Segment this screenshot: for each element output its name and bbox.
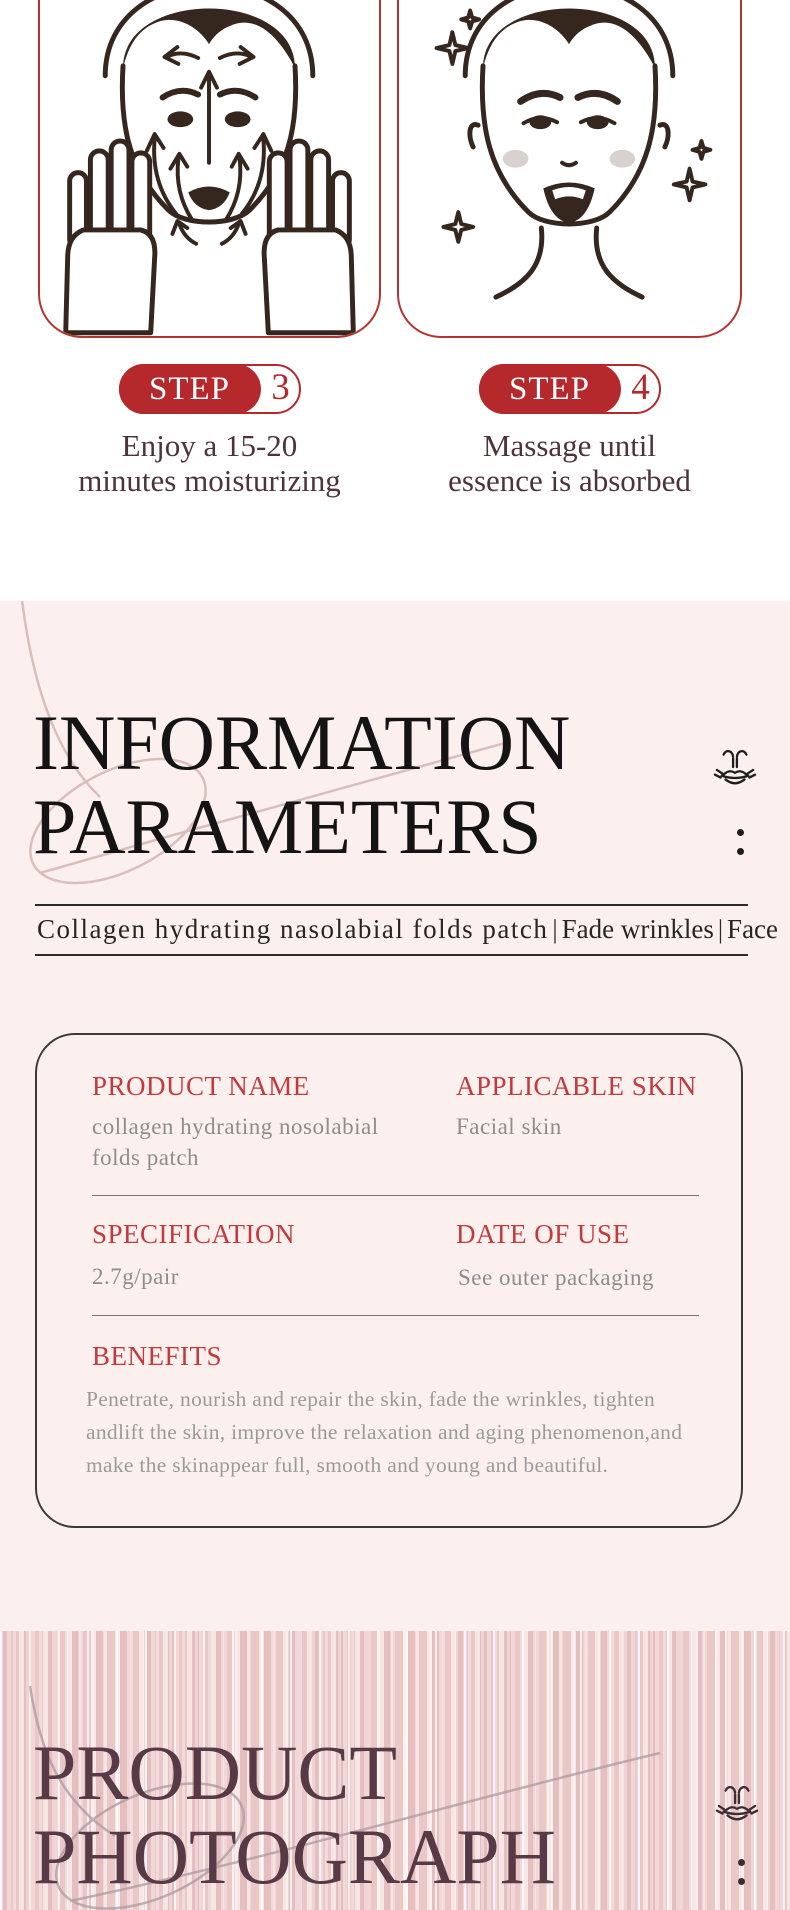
card-divider [92,1315,699,1316]
step4-text-line2: essence is absorbed [448,463,691,498]
benefits-label: BENEFITS [92,1341,223,1371]
subtitle-segment: Face [727,914,779,944]
benefits-value: Penetrate, nourish and repair the skin, fade the wrinkles, tighten andlift the skin, improve the relaxation and aging phenomenon,and make the skinappear full, smooth and young and beautiful. [86,1387,683,1477]
step-badge-number: 3 [271,367,290,408]
date-of-use-label: DATE OF USE [456,1219,630,1249]
subtitle-separator: | [552,915,558,944]
date-of-use-value: See outer packaging [458,1265,654,1290]
photograph-section-title [33,1731,556,1899]
product-subtitle-bar [35,904,779,956]
product-photograph-section [0,1631,790,1910]
step4-badge [479,364,661,414]
lips-icon [714,1783,760,1825]
info-title-line2: PARAMETERS [33,783,542,870]
step4-caption [397,364,742,498]
information-section-title [33,701,570,869]
parameters-card [35,1033,743,1528]
info-title-line1: INFORMATION [33,699,571,786]
subtitle-segment: Collagen hydrating nasolabial folds patch [37,914,549,944]
applicable-skin-value: Facial skin [456,1114,562,1139]
step4-illustration-card [397,0,742,338]
applicable-skin-label: APPLICABLE SKIN [456,1071,697,1101]
decorative-colon-mark [738,1859,745,1885]
step-badge-number: 4 [631,367,650,408]
specification-value: 2.7g/pair [92,1264,179,1289]
card-divider [92,1195,699,1196]
glowing-face-illustration [399,0,740,338]
subtitle-segment: Fade wrinkles [561,914,714,944]
step3-illustration-card [38,0,381,338]
product-name-label: PRODUCT NAME [92,1071,310,1101]
information-parameters-section [0,601,790,1631]
specification-label: SPECIFICATION [92,1219,296,1249]
photo-title-line2: PHOTOGRAPH [33,1813,556,1900]
lips-icon [712,747,758,789]
step3-text-line2: minutes moisturizing [78,463,341,498]
subtitle-separator: | [717,915,724,944]
step4-text-line1: Massage until [482,428,657,463]
step3-text-line1: Enjoy a 15-20 [121,428,298,463]
decorative-colon-mark [737,829,744,855]
step-badge-word: STEP [119,364,261,414]
step3-caption [38,364,381,498]
face-massage-illustration [40,0,379,338]
step-badge-word: STEP [479,364,621,414]
step3-badge [119,364,301,414]
usage-steps-section [0,0,790,601]
product-name-value: collagen hydrating nosolabial folds patch [92,1114,379,1170]
photo-title-line1: PRODUCT [33,1729,398,1816]
